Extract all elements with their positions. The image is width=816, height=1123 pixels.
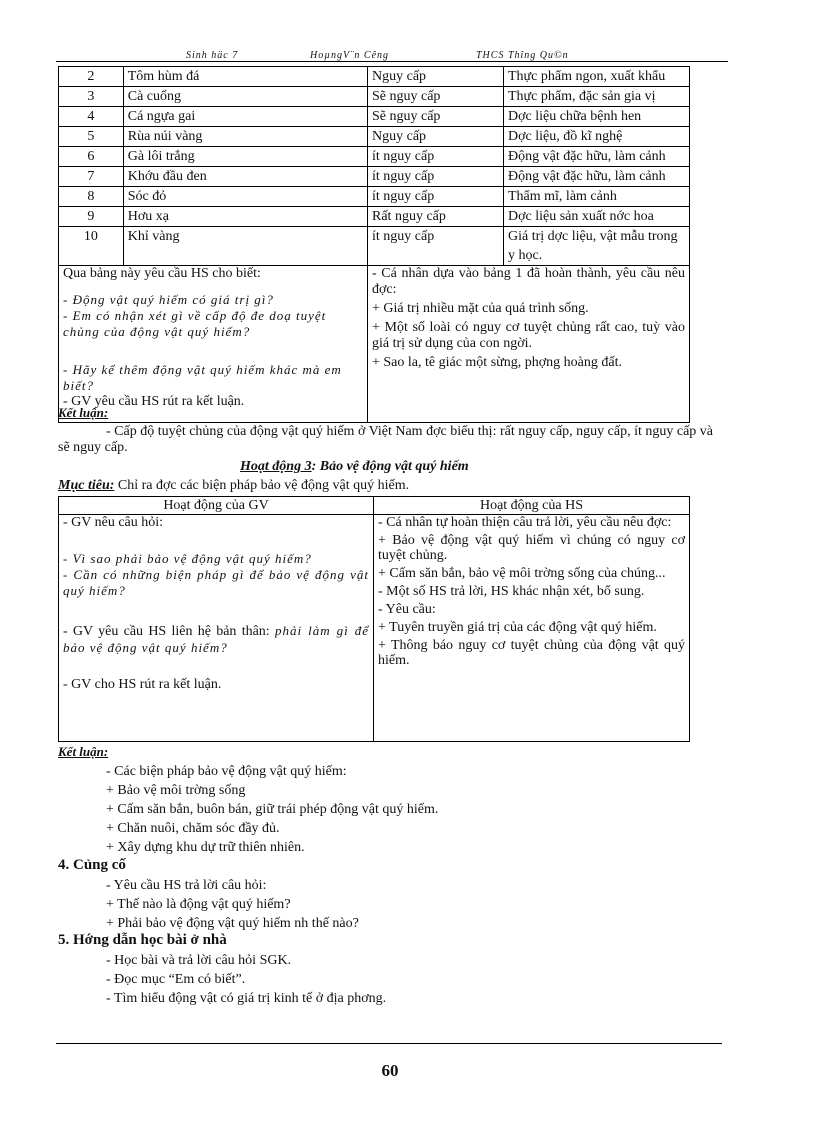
conclusion-item: + Cấm săn bắn, buôn bán, giữ trái phép động vật quý hiếm. (106, 802, 439, 817)
species-row (59, 187, 690, 207)
table2-head-row (59, 497, 690, 515)
species-row (59, 167, 690, 187)
section5-list (106, 951, 386, 1008)
section5-item: - Tìm hiểu động vật có giá trị kinh tế ở địa phơng. (106, 991, 387, 1006)
species-value: Thực phẩm ngon, xuất khẩu (504, 67, 690, 87)
gv-question: - Hãy kể thêm động vật quý hiếm khác mà em biết? (63, 362, 342, 393)
threat-level: Nguy cấp (368, 127, 504, 147)
threat-level: Sẽ nguy cấp (368, 107, 504, 127)
threat-level: Sẽ nguy cấp (368, 87, 504, 107)
hs-line: + Sao la, tê giác một sừng, phợng hoàng đất. (372, 355, 622, 370)
section4-list (106, 876, 359, 933)
hs-line: + Giá trị nhiều mặt của quá trình sống. (372, 301, 589, 316)
activity3-label: Hoạt động 3 (240, 459, 312, 474)
gv-line: - GV nêu câu hỏi: (63, 515, 164, 530)
species-value: Thực phẩm, đặc sản gia vị (504, 87, 690, 107)
row-number: 9 (59, 207, 124, 227)
conclusion-label-1: Kết luận: (58, 405, 109, 420)
objective-text: Chỉ ra đợc các biện pháp bảo vệ động vật quý hiếm. (114, 478, 410, 493)
activity3-heading (240, 459, 469, 475)
hs-line: + Cấm săn bắn, bảo vệ môi trờng sống của chúng... (378, 566, 666, 581)
species-row (59, 87, 690, 107)
species-name: Khỉ vàng (123, 227, 367, 266)
conclusion-label-2: Kết luận: (58, 744, 109, 759)
row-number: 5 (59, 127, 124, 147)
table1-activity-row (59, 266, 690, 423)
hs-line: + Bảo vệ động vật quý hiếm vì chúng có nguy cơ tuyệt chủng. (378, 533, 685, 563)
species-row (59, 127, 690, 147)
hs-activity-cell (368, 266, 690, 423)
section5-title: 5. Hớng dẫn học bài ở nhà (58, 932, 227, 948)
species-name: Khớu đầu đen (123, 167, 367, 187)
conclusion-item: - Các biện pháp bảo vệ động vật quý hiếm: (106, 764, 347, 779)
threat-level: ít nguy cấp (368, 147, 504, 167)
species-value: Dợc liệu sản xuất nớc hoa (504, 207, 690, 227)
species-row (59, 67, 690, 87)
objective-label: Mục tiêu: (58, 478, 115, 493)
hs-line: - Yêu cầu: (378, 602, 436, 617)
conclusion-list-2 (106, 762, 438, 857)
species-name: Cá ngựa gai (123, 107, 367, 127)
head-hs: Hoạt động của HS (374, 497, 690, 515)
gv-line: - GV yêu cầu HS liên hệ bản thân: (63, 624, 275, 639)
hs-line: - Cá nhân dựa vào bảng 1 đã hoàn thành, yêu cầu nêu đợc: (372, 266, 685, 297)
gv-line: - GV yêu cầu HS rút ra kết luận. (63, 394, 245, 409)
conclusion-item: + Bảo vệ môi trờng sống (106, 783, 246, 798)
species-name: Rùa núi vàng (123, 127, 367, 147)
footer-rule (56, 1043, 722, 1044)
row-number: 7 (59, 167, 124, 187)
section4-item: - Yêu cầu HS trả lời câu hỏi: (106, 878, 267, 893)
header-subject: Sinh häc 7 (186, 50, 239, 61)
gv-question: - Vì sao phải bảo vệ động vật quý hiếm? (63, 551, 312, 566)
header-rule (56, 61, 728, 62)
row-number: 4 (59, 107, 124, 127)
row-number: 6 (59, 147, 124, 167)
threat-level: ít nguy cấp (368, 187, 504, 207)
species-value: Dợc liệu, đồ kĩ nghệ (504, 127, 690, 147)
row-number: 8 (59, 187, 124, 207)
species-row (59, 107, 690, 127)
species-name: Tôm hùm đá (123, 67, 367, 87)
rare-animals-table (58, 66, 690, 423)
species-name: Hơu xạ (123, 207, 367, 227)
activity3-table (58, 496, 690, 742)
page-number: 60 (381, 1061, 399, 1080)
gv-line: Qua bảng này yêu cầu HS cho biết: (63, 266, 261, 281)
species-value: Động vật đặc hữu, làm cảnh (504, 147, 690, 167)
species-name: Cà cuống (123, 87, 367, 107)
species-row (59, 147, 690, 167)
conclusion-text-1: - Cấp độ tuyệt chủng của động vật quý hiếm ở Việt Nam đợc biểu thị: rất nguy cấp, nguy cấp, ít nguy cấp và sẽ nguy cấp. (58, 424, 714, 455)
threat-level: Rất nguy cấp (368, 207, 504, 227)
hs-activity3-cell (374, 515, 690, 742)
section5-item: - Đọc mục “Em có biết”. (106, 972, 246, 987)
gv-activity-cell (59, 266, 368, 423)
species-value: Giá trị dợc liệu, vật mẫu trong y học. (504, 227, 690, 266)
section4-title: 4. Củng cố (58, 857, 126, 873)
section5-item: - Học bài và trả lời câu hỏi SGK. (106, 953, 292, 968)
species-name: Gà lôi trắng (123, 147, 367, 167)
threat-level: Nguy cấp (368, 67, 504, 87)
gv-question: - Cần có những biện pháp gì để bảo vệ động vật quý hiếm? (63, 567, 369, 598)
species-value: Động vật đặc hữu, làm cảnh (504, 167, 690, 187)
section4-item: + Phải bảo vệ động vật quý hiếm nh thế nào? (106, 916, 359, 931)
gv-question: phải làm gì để bảo vệ động vật quý hiếm? (63, 623, 369, 655)
gv-activity3-cell (59, 515, 374, 742)
hs-line: + Tuyên truyền giá trị của các động vật quý hiếm. (378, 620, 657, 635)
species-row (59, 207, 690, 227)
species-name: Sóc đỏ (123, 187, 367, 207)
gv-question: - Em có nhận xét gì về cấp độ đe doạ tuyệt chủng của động vật quý hiếm? (63, 308, 327, 339)
section4-item: + Thế nào là động vật quý hiếm? (106, 897, 291, 912)
header-author: HoµngV¨n Cêng (310, 50, 390, 61)
species-value: Thẩm mĩ, làm cảnh (504, 187, 690, 207)
species-value: Dợc liệu chữa bệnh hen (504, 107, 690, 127)
conclusion-item: + Chăn nuôi, chăm sóc đầy đủ. (106, 821, 280, 836)
threat-level: ít nguy cấp (368, 227, 504, 266)
row-number: 10 (59, 227, 124, 266)
gv-line: - GV cho HS rút ra kết luận. (63, 677, 222, 692)
head-gv: Hoạt động của GV (59, 497, 374, 515)
row-number: 2 (59, 67, 124, 87)
objective-line (58, 478, 409, 494)
table2-body-row (59, 515, 690, 742)
row-number: 3 (59, 87, 124, 107)
species-row (59, 227, 690, 266)
hs-line: + Một số loài có nguy cơ tuyệt chủng rất cao, tuỳ vào giá trị sử dụng của con ngời. (372, 320, 685, 351)
hs-line: - Một số HS trả lời, HS khác nhận xét, bổ sung. (378, 584, 645, 599)
activity3-title: : Bảo vệ động vật quý hiếm (311, 459, 469, 474)
gv-question: - Động vật quý hiếm có giá trị gì? (63, 292, 274, 307)
threat-level: ít nguy cấp (368, 167, 504, 187)
hs-line: - Cá nhân tự hoàn thiện câu trả lời, yêu cầu nêu đợc: (378, 515, 672, 530)
header-school: THCS Thîng Qu©n (476, 50, 569, 61)
hs-line: + Thông báo nguy cơ tuyệt chủng của động vật quý hiếm. (378, 638, 685, 668)
conclusion-item: + Xây dựng khu dự trữ thiên nhiên. (106, 840, 305, 855)
